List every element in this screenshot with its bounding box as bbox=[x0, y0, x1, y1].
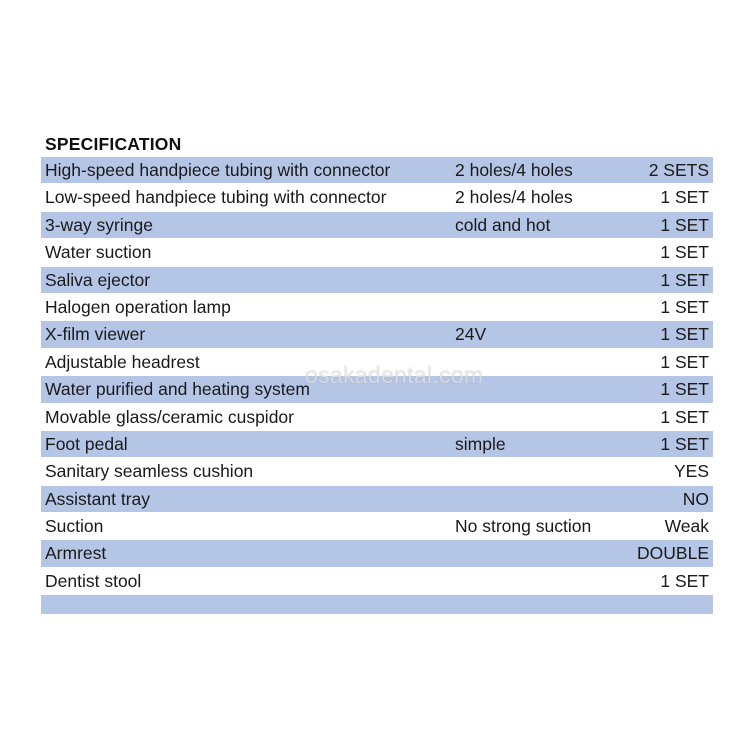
item-name: Suction bbox=[45, 516, 104, 537]
item-quantity: 1 SET bbox=[660, 187, 709, 208]
item-quantity: 1 SET bbox=[660, 379, 709, 400]
table-row bbox=[41, 349, 713, 376]
item-quantity: 1 SET bbox=[660, 406, 709, 427]
table-row bbox=[41, 212, 713, 239]
item-name: Dentist stool bbox=[45, 570, 142, 591]
item-quantity: 1 SET bbox=[660, 242, 709, 263]
item-quantity: 1 SET bbox=[660, 214, 709, 235]
table-row bbox=[41, 267, 713, 294]
item-quantity: 1 SET bbox=[660, 324, 709, 345]
table-row bbox=[41, 184, 713, 211]
table-row bbox=[41, 431, 713, 458]
spec-table bbox=[41, 157, 713, 615]
table-row bbox=[41, 568, 713, 595]
item-name: Foot pedal bbox=[45, 433, 128, 454]
item-name: Assistant tray bbox=[45, 488, 151, 509]
table-row bbox=[41, 513, 713, 540]
table-row bbox=[41, 321, 713, 348]
table-row bbox=[41, 486, 713, 513]
item-name: Water purified and heating system bbox=[45, 379, 310, 400]
table-row bbox=[41, 294, 713, 321]
table-row bbox=[41, 458, 713, 485]
item-name: Water suction bbox=[45, 242, 152, 263]
item-quantity: YES bbox=[673, 461, 709, 482]
item-quantity: 1 SET bbox=[660, 351, 709, 372]
item-quantity: DOUBLE bbox=[637, 543, 709, 564]
item-name: X-film viewer bbox=[45, 324, 146, 345]
table-filler-row bbox=[41, 595, 713, 615]
item-quantity: 1 SET bbox=[660, 570, 709, 591]
item-quantity: 1 SET bbox=[660, 269, 709, 290]
item-quantity: 2 SETS bbox=[648, 160, 709, 180]
item-detail: 2 holes/4 holes bbox=[455, 160, 573, 180]
item-name: Sanitary seamless cushion bbox=[45, 461, 254, 482]
item-name: Low-speed handpiece tubing with connector bbox=[45, 187, 387, 208]
item-name: Halogen operation lamp bbox=[45, 296, 231, 317]
item-quantity: 1 SET bbox=[660, 433, 709, 454]
item-quantity: Weak bbox=[664, 516, 709, 537]
item-detail: 2 holes/4 holes bbox=[455, 187, 573, 208]
item-detail: cold and hot bbox=[455, 214, 551, 235]
spec-title: SPECIFICATION bbox=[45, 134, 182, 154]
item-name: 3-way syringe bbox=[45, 214, 153, 235]
watermark-text: osakadental.com bbox=[305, 362, 484, 388]
item-quantity: NO bbox=[682, 488, 709, 509]
table-row bbox=[41, 157, 713, 184]
table-row bbox=[41, 239, 713, 266]
item-name: Saliva ejector bbox=[45, 269, 151, 290]
item-name: Adjustable headrest bbox=[45, 351, 200, 372]
item-name: High-speed handpiece tubing with connector bbox=[45, 160, 391, 180]
item-quantity: 1 SET bbox=[660, 296, 709, 317]
item-detail: simple bbox=[455, 433, 506, 454]
item-detail: No strong suction bbox=[455, 516, 592, 537]
item-name: Armrest bbox=[45, 543, 107, 564]
item-name: Movable glass/ceramic cuspidor bbox=[45, 406, 294, 427]
item-detail: 24V bbox=[455, 324, 487, 345]
table-row bbox=[41, 376, 713, 403]
table-row bbox=[41, 404, 713, 431]
table-row bbox=[41, 540, 713, 567]
